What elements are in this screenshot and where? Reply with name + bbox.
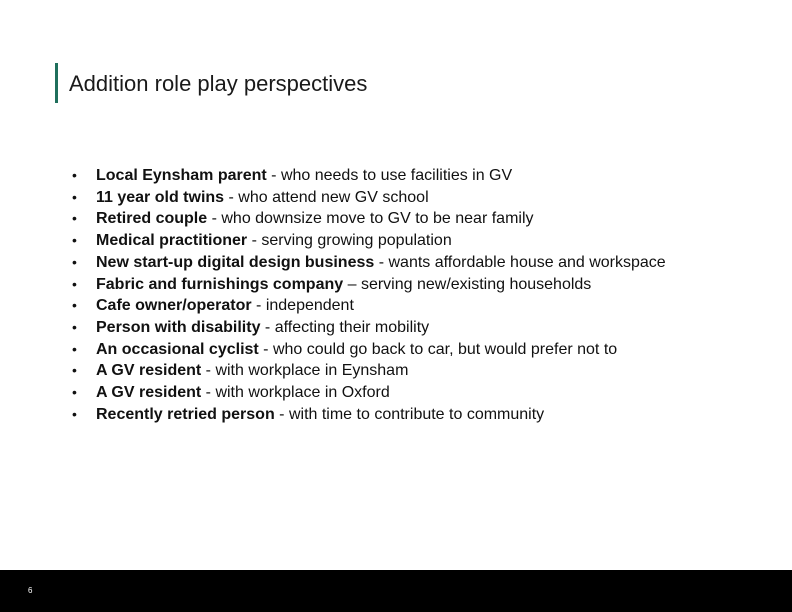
bullet-icon: • <box>72 167 77 183</box>
bullet-icon: • <box>72 275 77 292</box>
list-item: • A GV resident - with workplace in Eynsham <box>72 360 666 382</box>
list-item: • Retired couple - who downsize move to GV to be near family <box>72 208 666 230</box>
bullet-icon: • <box>72 232 77 249</box>
perspectives-list <box>72 165 666 425</box>
bullet-icon: • <box>72 188 77 205</box>
list-item: • Fabric and furnishings company – serving new/existing households <box>72 274 666 296</box>
bullet-icon: • <box>72 210 77 227</box>
bullet-icon: • <box>72 253 77 270</box>
footer-bar <box>0 570 792 612</box>
list-item: • Local Eynsham parent - who needs to use facilities in GV <box>72 165 666 187</box>
bullet-icon: • <box>72 362 77 379</box>
page-number: 6 <box>28 586 33 595</box>
list-item: • Cafe owner/operator - independent <box>72 295 666 317</box>
bullet-icon: • <box>72 405 77 422</box>
list-item: • An occasional cyclist - who could go back to car, but would prefer not to <box>72 339 666 361</box>
bullet-icon: • <box>72 297 77 314</box>
list-item: • A GV resident - with workplace in Oxford <box>72 382 666 404</box>
list-item: • 11 year old twins - who attend new GV school <box>72 187 666 209</box>
list-item: • Recently retried person - with time to contribute to community <box>72 404 666 426</box>
bullet-icon: • <box>72 340 77 357</box>
list-item: • Medical practitioner - serving growing population <box>72 230 666 252</box>
list-item: • New start-up digital design business - wants affordable house and workspace <box>72 252 666 274</box>
title-accent-bar <box>55 63 58 103</box>
slide-title: Addition role play perspectives <box>69 71 368 96</box>
bullet-icon: • <box>72 318 77 335</box>
list-item: • Person with disability - affecting their mobility <box>72 317 666 339</box>
bullet-icon: • <box>72 384 77 401</box>
